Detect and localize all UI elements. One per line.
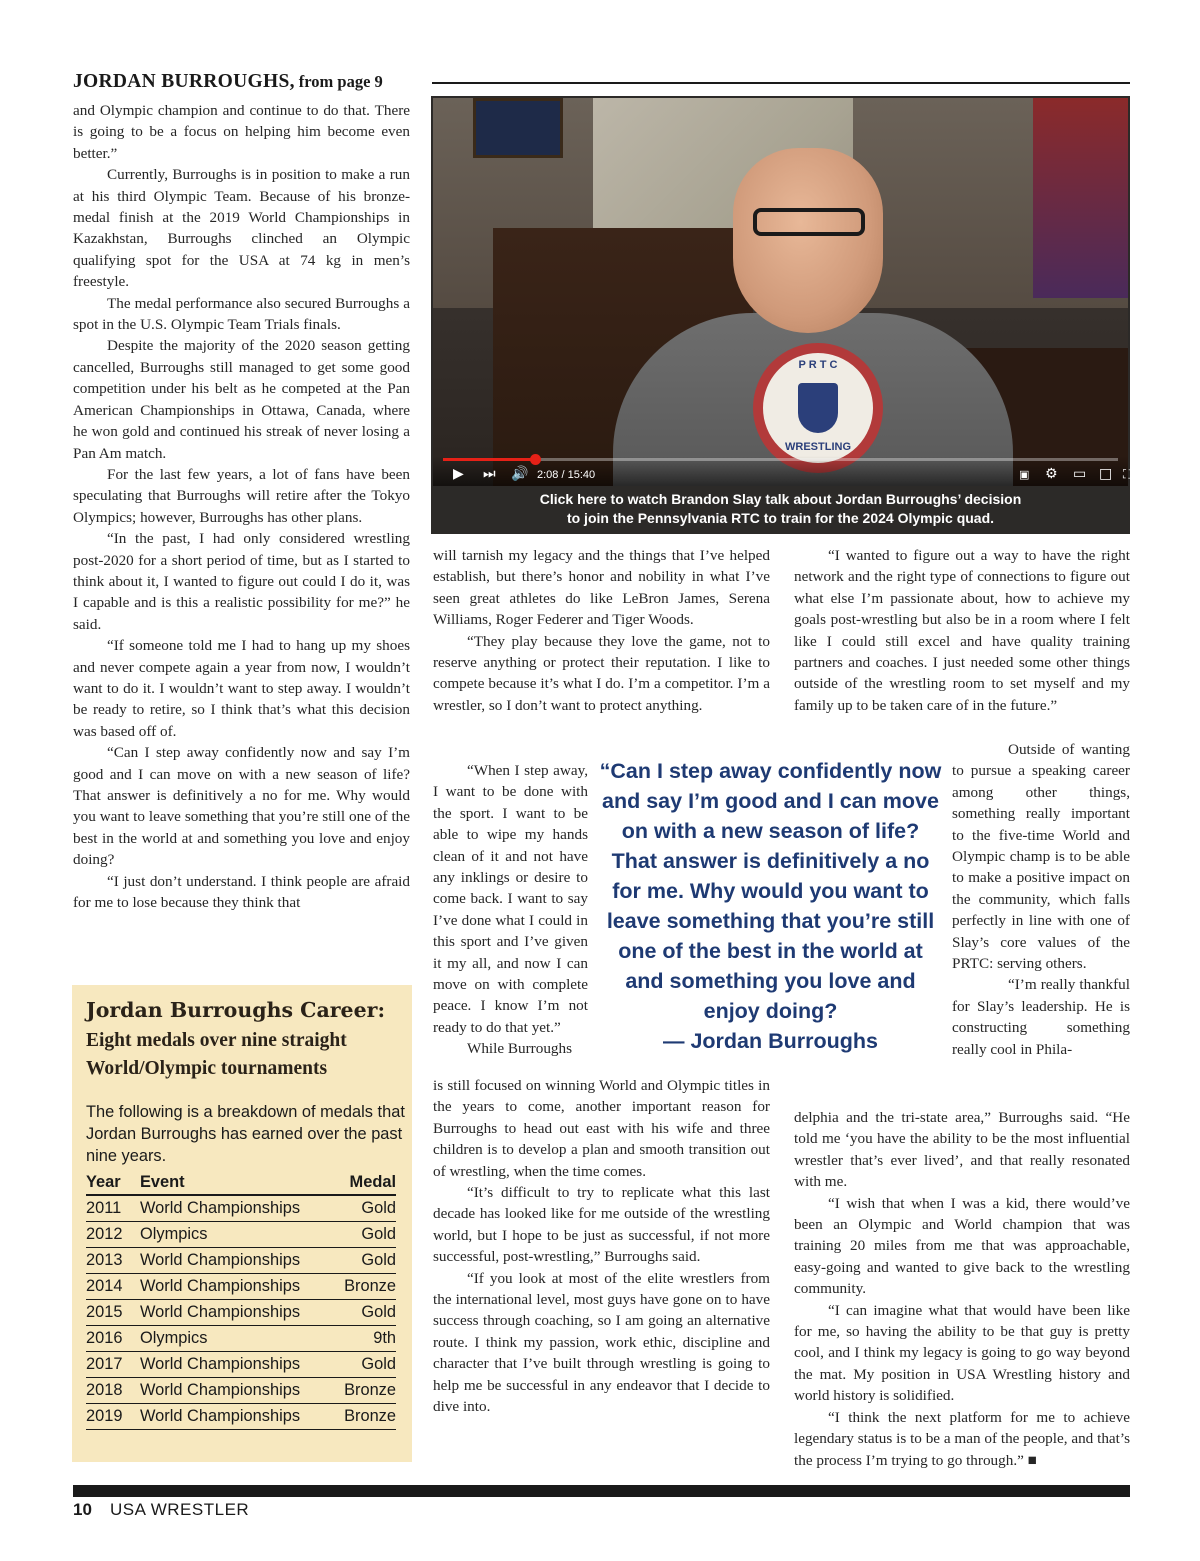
- column-header-year: Year: [86, 1171, 140, 1195]
- cell-event: World Championships: [140, 1299, 333, 1325]
- sidebar-intro: The following is a breakdown of medals that Jordan Burroughs has earned over the past nine years.: [86, 1103, 405, 1165]
- table-row: [86, 1299, 396, 1325]
- cell-year: 2012: [86, 1221, 140, 1247]
- paragraph: The medal performance also secured Burroughs a spot in the U.S. Olympic Team Trials finals.: [73, 294, 410, 334]
- paragraph: “I can imagine what that would have been like for me, so having the ability to be that guy is pretty cool, and I think my legacy is going to go way beyond the mat. My position in USA Wrestling history and world history is solidified.: [794, 1301, 1130, 1405]
- table-header-row: [86, 1171, 396, 1195]
- caption-line: to join the Pennsylvania RTC to train for the 2024 Olympic quad.: [566, 510, 995, 526]
- glasses: [753, 208, 865, 236]
- sidebar-title: Jordan Burroughs Career:: [86, 998, 386, 1022]
- pull-quote: [598, 756, 943, 1056]
- table-row: [86, 1221, 396, 1247]
- article-header: [73, 71, 413, 93]
- cell-event: World Championships: [140, 1403, 333, 1429]
- career-sidebar: [72, 985, 412, 1462]
- subtitle-line: World/Olympic tournaments: [86, 1058, 328, 1079]
- person-head: [733, 148, 883, 333]
- cell-event: World Championships: [140, 1247, 333, 1273]
- video-controls: [433, 456, 1132, 486]
- progress-bar[interactable]: [443, 458, 1118, 461]
- cell-medal: 9th: [333, 1325, 396, 1351]
- logo-top-text: P R T C: [798, 359, 838, 371]
- subtitle-line: Eight medals over nine straight: [86, 1030, 347, 1051]
- cell-event: World Championships: [140, 1377, 333, 1403]
- theater-icon[interactable]: □: [1099, 466, 1113, 482]
- paragraph: delphia and the tri-state area,” Burroughs said. “He told me ‘you have the ability to be the most influential wrestler that’s ever lived’, and that really resonated with me.: [794, 1109, 1130, 1191]
- cell-year: 2018: [86, 1377, 140, 1403]
- paragraph: Currently, Burroughs is in position to make a run at his third Olympic Team. Because of his bronze-medal finish at the 2019 World Championships in Kazakhstan, Burroughs clinched an Olympic qualifying spot for the USA at 74 kg in men’s freestyle.: [73, 166, 410, 291]
- prtc-logo: [753, 343, 883, 473]
- paragraph: “Can I step away confidently now and say I’m good and I can move on with a new season of life? That answer is definitively a no for me. Why would you want to leave something that you’re still one of the best in the world at and something you love and enjoy doing?: [73, 744, 410, 869]
- progress-fill: [443, 458, 535, 461]
- cell-year: 2013: [86, 1247, 140, 1273]
- paragraph: While Burroughs: [467, 1040, 573, 1058]
- cell-medal: Gold: [333, 1351, 396, 1377]
- article-continuation: from page 9: [298, 72, 383, 91]
- column-3-wrap: [952, 739, 1130, 1060]
- next-icon[interactable]: ⏭: [483, 466, 496, 482]
- caption-line: Click here to watch Brandon Slay talk about Jordan Burroughs’ decision: [539, 491, 1022, 507]
- paragraph: will tarnish my legacy and the things that I’ve helped establish, but there’s honor and nobility in what I’ve seen great athletes do like LeBron James, Serena Williams, Roger Federer and Tiger Woods.: [433, 547, 770, 629]
- table-row: [86, 1377, 396, 1403]
- video-time: 2:08 / 15:40: [537, 469, 596, 481]
- sidebar-subtitle: [86, 1027, 406, 1083]
- paragraph: “They play because they love the game, not to reserve anything or protect their reputation. I like to compete because it’s what I do. I’m a competitor. I’m a wrestler, so I don’t want to protect anything.: [433, 632, 770, 714]
- column-header-event: Event: [140, 1171, 333, 1195]
- cell-event: Olympics: [140, 1221, 333, 1247]
- header-divider: [432, 82, 1130, 84]
- footer-bar: [73, 1485, 1130, 1497]
- paragraph: “I wish that when I was a kid, there would’ve been an Olympic and World champion that was training 20 miles from me that was approachable, easy-going and wanted to give back to the wrestling community.: [794, 1194, 1130, 1298]
- miniplayer-icon[interactable]: ▭: [1073, 466, 1087, 482]
- cell-medal: Gold: [333, 1299, 396, 1325]
- paragraph: Despite the majority of the 2020 season getting cancelled, Burroughs still managed to get some good competition under his belt as he competed at the Pan American Championships in Ottawa, Canada, where he won gold and continued his streak of never losing a Pan Am match.: [73, 337, 410, 462]
- paragraph: is still focused on winning World and Olympic titles in the years to come, another important reason for Burroughs to head out east with his wife and three children is to develop a plan and smooth transition out of wrestling, when the time comes.: [433, 1077, 770, 1180]
- column-header-medal: Medal: [333, 1171, 396, 1195]
- column-3-bottom: [794, 1107, 1130, 1471]
- cell-medal: Gold: [333, 1221, 396, 1247]
- column-2-wrap: [433, 760, 588, 1060]
- paragraph: “In the past, I had only considered wrestling post-2020 for a short period of time, but as I started to think about it, I wanted to figure out could I do it, was I capable and is this a realistic possibility for me?” he said.: [73, 530, 410, 633]
- pull-quote-attribution: — Jordan Burroughs: [662, 1029, 878, 1053]
- paragraph: “I just don’t understand. I think people are afraid for me to lose because they think that: [73, 872, 410, 912]
- cell-event: World Championships: [140, 1195, 333, 1221]
- captions-icon[interactable]: ▣: [1019, 468, 1030, 481]
- article-title: JORDAN BURROUGHS,: [73, 71, 295, 92]
- paragraph: “It’s difficult to try to replicate what this last decade has looked like for me outside of the wrestling world, but I hope to be just as successful, if not more successful, post-wrestling,” Burroughs said.: [433, 1184, 770, 1266]
- pull-quote-text: “Can I step away confidently now and say I’m good and I can move on with a new season of life? That answer is definitively a no for me. Why would you want to leave something that you’re still one of the best in the world at and something you love and enjoy doing?: [599, 759, 942, 1023]
- paragraph: and Olympic champion and continue to do that. There is going to be a focus on helping him become even better.”: [73, 102, 410, 162]
- paragraph: “I think the next platform for me to achieve legendary status is to be a man of the people, and that’s the process I’m trying to go through.” ■: [794, 1408, 1130, 1469]
- cell-event: Olympics: [140, 1325, 333, 1351]
- paragraph: “When I step away, I want to be done with the sport. I want to be able to wipe my hands clean of it and not have any inklings or desire to come back. I want to say I’ve done what I could in this sport and I’ve given it my all, and now I can move on with complete peace. I know I’m not ready to do that yet.”: [433, 762, 588, 1036]
- column-2-bottom: [433, 1075, 770, 1418]
- cell-year: 2014: [86, 1273, 140, 1299]
- cell-event: World Championships: [140, 1351, 333, 1377]
- cell-year: 2011: [86, 1195, 140, 1221]
- play-icon[interactable]: ▶: [453, 466, 464, 482]
- paragraph: “If you look at most of the elite wrestlers from the international level, most guys have gone on to have success through coaching, so I am going an alternative route. I think my passion, work ethic, discipline and character that I’ve built through wrestling is going to help me be successful in any endeavor that I decide to dive into.: [433, 1269, 770, 1416]
- video-player[interactable]: [431, 96, 1130, 534]
- cell-medal: Bronze: [333, 1273, 396, 1299]
- column-3-top: [794, 545, 1130, 716]
- cell-year: 2015: [86, 1299, 140, 1325]
- cell-year: 2016: [86, 1325, 140, 1351]
- column-1: [73, 100, 410, 913]
- progress-handle[interactable]: [530, 454, 541, 465]
- logo-bottom-text: WRESTLING: [785, 441, 851, 453]
- table-row: [86, 1195, 396, 1221]
- wall-frame: [473, 98, 563, 158]
- shield-icon: [798, 383, 838, 433]
- cell-medal: Gold: [333, 1247, 396, 1273]
- column-2-top: [433, 545, 770, 716]
- cell-medal: Bronze: [333, 1403, 396, 1429]
- paragraph: For the last few years, a lot of fans have been speculating that Burroughs will retire after the Tokyo Olympics; however, Burroughs has other plans.: [73, 465, 410, 526]
- table-row: [86, 1247, 396, 1273]
- table-row: [86, 1403, 396, 1429]
- paragraph: “If someone told me I had to hang up my shoes and never compete again a year from now, I wouldn’t want to do it. I wouldn’t want to step away. I wouldn’t be ready to retire, so I think that’s what this decision was based off of.: [73, 637, 410, 740]
- paragraph: Outside of wanting to pursue a speaking career among other things, something really important to the five-time World and Olympic champ is to be able to make a positive impact on the community, which falls perfectly in line with one of Slay’s core values of the PRTC: serving others.: [952, 741, 1130, 973]
- cell-event: World Championships: [140, 1273, 333, 1299]
- settings-icon[interactable]: ⚙: [1045, 466, 1058, 482]
- paragraph: “I wanted to figure out a way to have the right network and the right type of connections to figure out what else I’m passionate about, how to achieve my goals post-wrestling but also be in a room where I felt like I could still excel and have quality training partners and coaches. I just needed some other things outside of the wrestling room to set myself and my family up to be taken care of in the future.”: [794, 547, 1130, 714]
- table-row: [86, 1325, 396, 1351]
- cell-medal: Gold: [333, 1195, 396, 1221]
- magazine-name: USA WRESTLER: [110, 1500, 250, 1519]
- paragraph: “I’m really thankful for Slay’s leadership. He is constructing something really cool in Phila-: [952, 976, 1130, 1058]
- hanging-jersey: [1033, 98, 1128, 298]
- cell-year: 2017: [86, 1351, 140, 1377]
- volume-icon[interactable]: 🔊: [511, 466, 529, 482]
- cell-medal: Bronze: [333, 1377, 396, 1403]
- medals-table: [86, 1171, 396, 1430]
- fullscreen-icon[interactable]: ⛶: [1123, 467, 1132, 481]
- table-row: [86, 1273, 396, 1299]
- cell-year: 2019: [86, 1403, 140, 1429]
- page-number: 10: [73, 1500, 92, 1519]
- video-thumbnail[interactable]: [433, 98, 1128, 486]
- table-row: [86, 1351, 396, 1377]
- video-caption[interactable]: [431, 488, 1130, 532]
